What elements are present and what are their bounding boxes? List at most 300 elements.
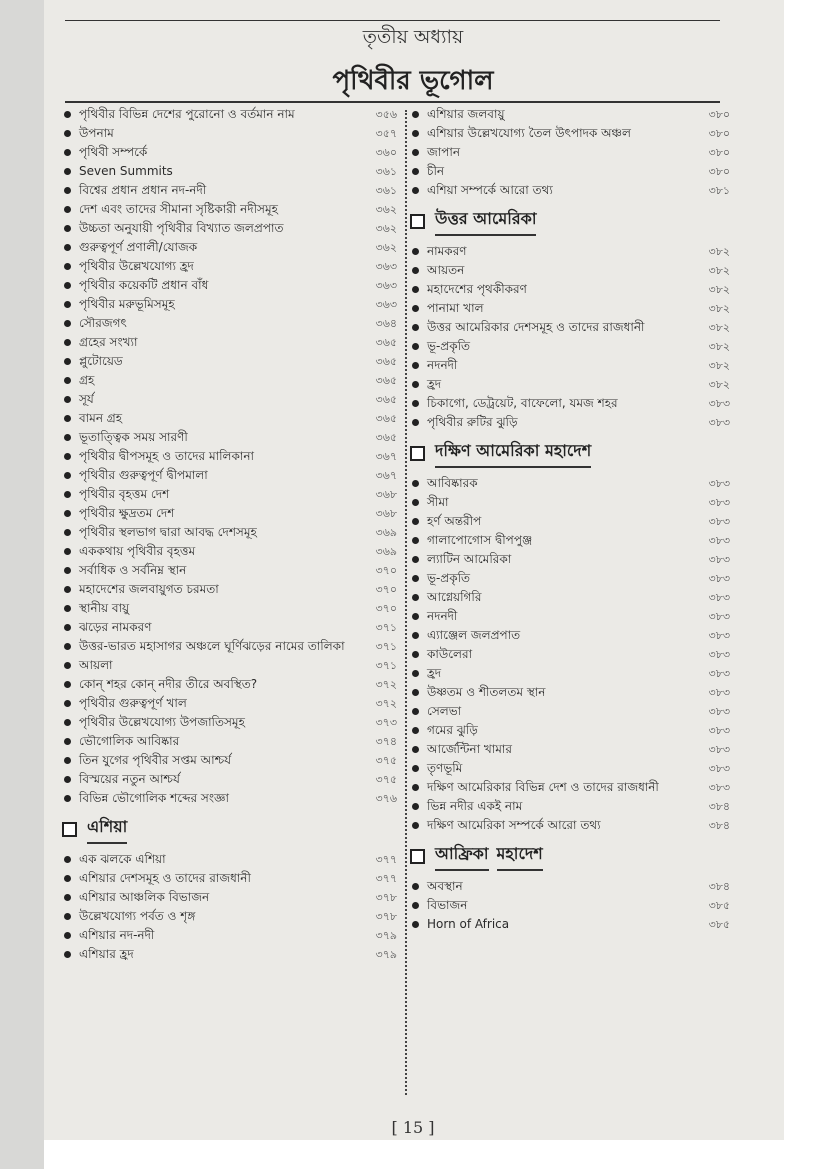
toc-entry bbox=[410, 607, 730, 626]
toc-entry-page: ৩৭৩ bbox=[375, 716, 397, 729]
toc-entry bbox=[62, 869, 397, 888]
toc-entry-title: জাপান bbox=[427, 145, 461, 159]
toc-entry-title: এশিয়া সম্পর্কে আরো তথ্য bbox=[427, 183, 553, 197]
toc-entry bbox=[410, 721, 730, 740]
toc-entry bbox=[62, 352, 397, 371]
toc-entry-title: পৃথিবীর মরুভূমিসমূহ bbox=[79, 297, 175, 311]
toc-entry bbox=[62, 257, 397, 276]
bullet-icon bbox=[412, 305, 419, 312]
toc-entry-page: ৩৭৭ bbox=[375, 872, 397, 885]
toc-entry bbox=[62, 143, 397, 162]
toc-entry-page: ৩৮২ bbox=[708, 302, 730, 315]
toc-entry bbox=[410, 626, 730, 645]
toc-entry-page: ৩৬৪ bbox=[375, 317, 397, 330]
bullet-icon bbox=[64, 510, 71, 517]
bullet-icon bbox=[412, 689, 419, 696]
toc-entry-title: ঝড়ের নামকরণ bbox=[79, 620, 152, 634]
toc-entry-title: ভূ-প্রকৃতি bbox=[427, 339, 471, 353]
toc-entry bbox=[62, 561, 397, 580]
bullet-icon bbox=[64, 187, 71, 194]
bullet-icon bbox=[64, 415, 71, 422]
toc-entry bbox=[62, 580, 397, 599]
toc-entry-page: ৩৬২ bbox=[375, 241, 397, 254]
toc-entry-title: সীমা bbox=[427, 495, 449, 509]
toc-entry-page: ৩৮৩ bbox=[708, 648, 730, 661]
toc-entry-title: সূর্য bbox=[79, 392, 94, 406]
toc-entry-page: ৩৬৮ bbox=[375, 488, 397, 501]
toc-entry bbox=[62, 637, 397, 656]
bullet-icon bbox=[412, 594, 419, 601]
bullet-icon bbox=[64, 491, 71, 498]
toc-entry-title: এক ঝলকে এশিয়া bbox=[79, 852, 166, 866]
bullet-icon bbox=[64, 168, 71, 175]
toc-entry-title: আয়তন bbox=[427, 263, 465, 277]
bullet-icon bbox=[64, 951, 71, 958]
toc-entry-page: ৩৮৫ bbox=[708, 899, 730, 912]
bullet-icon bbox=[64, 111, 71, 118]
bullet-icon bbox=[64, 894, 71, 901]
toc-right-column bbox=[410, 105, 730, 934]
bullet-icon bbox=[64, 339, 71, 346]
bullet-icon bbox=[64, 548, 71, 555]
toc-entry-title: অবস্থান bbox=[427, 879, 463, 893]
toc-entry-page: ৩৬৫ bbox=[375, 431, 397, 444]
toc-entry-title: আর্জেন্টিনা খামার bbox=[427, 742, 512, 756]
toc-entry bbox=[410, 816, 730, 835]
toc-entry bbox=[410, 778, 730, 797]
toc-entry-title: উষ্ণতম ও শীতলতম স্থান bbox=[427, 685, 546, 699]
toc-entry-title: পৃথিবীর ক্ষুদ্রতম দেশ bbox=[79, 506, 175, 520]
bullet-icon bbox=[412, 286, 419, 293]
toc-entry-title: গ্রহ bbox=[79, 373, 95, 387]
toc-entry-title: পৃথিবীর বিভিন্ন দেশের পুরোনো ও বর্তমান নাম bbox=[79, 107, 295, 121]
bullet-icon bbox=[412, 613, 419, 620]
bullet-icon bbox=[412, 765, 419, 772]
checkbox-icon bbox=[410, 214, 425, 229]
bullet-icon bbox=[64, 624, 71, 631]
toc-entry-title: উচ্চতা অনুযায়ী পৃথিবীর বিখ্যাত জলপ্রপাত bbox=[79, 221, 284, 235]
toc-entry-title: উল্লেখযোগ্য পর্বত ও শৃঙ্গ bbox=[79, 909, 196, 923]
bullet-icon bbox=[64, 567, 71, 574]
bullet-icon bbox=[412, 149, 419, 156]
toc-entry-page: ৩৬০ bbox=[375, 146, 397, 159]
toc-entry-title: ল্যাটিন আমেরিকা bbox=[427, 552, 512, 566]
toc-entry bbox=[410, 797, 730, 816]
toc-entry bbox=[410, 759, 730, 778]
toc-entry-title: আগ্নেয়গিরি bbox=[427, 590, 482, 604]
bullet-icon bbox=[412, 575, 419, 582]
toc-entry-title: দেশ এবং তাদের সীমানা সৃষ্টিকারী নদীসমূহ bbox=[79, 202, 278, 216]
bullet-icon bbox=[412, 746, 419, 753]
bullet-icon bbox=[64, 875, 71, 882]
toc-entry-page: ৩৮২ bbox=[708, 359, 730, 372]
chapter-title: পৃথিবীর ভূগোল bbox=[332, 66, 494, 96]
toc-entry bbox=[62, 238, 397, 257]
bullet-icon bbox=[64, 681, 71, 688]
bullet-icon bbox=[64, 605, 71, 612]
toc-entry-page: ৩৮২ bbox=[708, 321, 730, 334]
bullet-icon bbox=[412, 381, 419, 388]
toc-entry-title: নামকরণ bbox=[427, 244, 467, 258]
toc-entry bbox=[410, 143, 730, 162]
toc-entry bbox=[62, 428, 397, 447]
toc-entry-page: ৩৭১ bbox=[375, 659, 397, 672]
toc-entry-page: ৩৬৯ bbox=[375, 545, 397, 558]
toc-entry-title: Seven Summits bbox=[79, 164, 173, 178]
toc-entry bbox=[410, 531, 730, 550]
bullet-icon bbox=[412, 708, 419, 715]
chapter-heading: তৃতীয় অধ্যায় bbox=[362, 26, 464, 48]
toc-entry-page: ৩৭০ bbox=[375, 583, 397, 596]
toc-entry bbox=[62, 542, 397, 561]
toc-entry-title: তৃণভূমি bbox=[427, 761, 463, 775]
toc-entry-title: উত্তর-ভারত মহাসাগর অঞ্চলে ঘূর্ণিঝড়ের নামের তালিকা bbox=[79, 639, 345, 653]
toc-entry bbox=[62, 850, 397, 869]
toc-entry-page: ৩৬৫ bbox=[375, 336, 397, 349]
toc-entry bbox=[62, 523, 397, 542]
toc-entry bbox=[410, 181, 730, 200]
bullet-icon bbox=[64, 738, 71, 745]
section-heading-africa bbox=[410, 841, 730, 871]
toc-entry-page: ৩৬৭ bbox=[375, 450, 397, 463]
toc-entry-page: ৩৭৮ bbox=[375, 910, 397, 923]
toc-entry-page: ৩৮৩ bbox=[708, 705, 730, 718]
toc-entry-page: ৩৮২ bbox=[708, 378, 730, 391]
toc-entry-title: দক্ষিণ আমেরিকার বিভিন্ন দেশ ও তাদের রাজধানী bbox=[427, 780, 659, 794]
toc-entry-title: ভৌগোলিক আবিষ্কার bbox=[79, 734, 180, 748]
toc-entry-title: কোন্ শহর কোন্ নদীর তীরে অবস্থিত? bbox=[79, 677, 258, 691]
toc-entry-title: ভূ-প্রকৃতি bbox=[427, 571, 471, 585]
toc-entry-title: এশিয়ার জলবায়ু bbox=[427, 107, 505, 121]
bullet-icon bbox=[64, 913, 71, 920]
toc-entry-page: ৩৮৪ bbox=[708, 819, 730, 832]
toc-north-america-list bbox=[410, 242, 730, 432]
toc-entry bbox=[410, 702, 730, 721]
toc-entry-page: ৩৮৩ bbox=[708, 572, 730, 585]
toc-entry-page: ৩৭৪ bbox=[375, 735, 397, 748]
toc-entry-title: গুরুত্বপূর্ণ প্রণালী/যোজক bbox=[79, 240, 198, 254]
bullet-icon bbox=[412, 537, 419, 544]
toc-entry-title: প্লুটোয়েড bbox=[79, 354, 123, 368]
toc-entry bbox=[62, 732, 397, 751]
bullet-icon bbox=[64, 263, 71, 270]
toc-entry-page: ৩৭৫ bbox=[375, 754, 397, 767]
toc-entry-title: পৃথিবীর উল্লেখযোগ্য উপজাতিসমূহ bbox=[79, 715, 245, 729]
bullet-icon bbox=[412, 902, 419, 909]
bullet-icon bbox=[64, 757, 71, 764]
bullet-icon bbox=[64, 301, 71, 308]
toc-entry bbox=[410, 242, 730, 261]
toc-entry-title: বিশ্বের প্রধান প্রধান নদ-নদী bbox=[79, 183, 207, 197]
toc-entry bbox=[62, 926, 397, 945]
toc-entry-title: দক্ষিণ আমেরিকা সম্পর্কে আরো তথ্য bbox=[427, 818, 601, 832]
toc-entry-title: পানামা খাল bbox=[427, 301, 484, 315]
toc-entry bbox=[62, 181, 397, 200]
toc-entry bbox=[62, 371, 397, 390]
toc-entry bbox=[62, 333, 397, 352]
bullet-icon bbox=[64, 662, 71, 669]
toc-entry bbox=[62, 447, 397, 466]
toc-entry-title: পৃথিবীর দ্বীপসমূহ ও তাদের মালিকানা bbox=[79, 449, 255, 463]
toc-entry-page: ৩৮৩ bbox=[708, 515, 730, 528]
toc-entry bbox=[62, 907, 397, 926]
bullet-icon bbox=[412, 727, 419, 734]
toc-entry-page: ৩৬২ bbox=[375, 203, 397, 216]
toc-entry-title: পৃথিবী সম্পর্কে bbox=[79, 145, 148, 159]
toc-entry bbox=[410, 124, 730, 143]
bullet-icon bbox=[412, 921, 419, 928]
toc-entry bbox=[62, 694, 397, 713]
toc-entry bbox=[410, 261, 730, 280]
toc-entry bbox=[62, 124, 397, 143]
toc-entry-title: সৌরজগৎ bbox=[79, 316, 127, 330]
toc-asia-list bbox=[62, 850, 397, 964]
toc-entry-title: পৃথিবীর গুরুত্বপূর্ণ দ্বীপমালা bbox=[79, 468, 208, 482]
bullet-icon bbox=[64, 795, 71, 802]
toc-entry bbox=[410, 337, 730, 356]
toc-entry-page: ৩৮৪ bbox=[708, 880, 730, 893]
toc-entry-page: ৩৬৫ bbox=[375, 393, 397, 406]
toc-entry-page: ৩৬৯ bbox=[375, 526, 397, 539]
toc-entry bbox=[62, 675, 397, 694]
bullet-icon bbox=[64, 320, 71, 327]
toc-entry-page: ৩৬২ bbox=[375, 222, 397, 235]
toc-entry-title: পৃথিবীর বৃহত্তম দেশ bbox=[79, 487, 170, 501]
toc-entry-page: ৩৮৩ bbox=[708, 591, 730, 604]
toc-entry bbox=[62, 504, 397, 523]
toc-entry bbox=[410, 569, 730, 588]
toc-entry-title: উপনাম bbox=[79, 126, 114, 140]
bullet-icon bbox=[64, 377, 71, 384]
toc-entry-title: ভিন্ন নদীর একই নাম bbox=[427, 799, 523, 813]
section-label: দক্ষিণ আমেরিকা মহাদেশ bbox=[435, 438, 591, 468]
toc-entry-title: উত্তর আমেরিকার দেশসমূহ ও তাদের রাজধানী bbox=[427, 320, 645, 334]
toc-entry-title: এশিয়ার দেশসমূহ ও তাদের রাজধানী bbox=[79, 871, 251, 885]
toc-entry-page: ৩৭৬ bbox=[375, 792, 397, 805]
toc-entry-title: নদনদী bbox=[427, 609, 458, 623]
toc-entry-page: ৩৫৭ bbox=[375, 127, 397, 140]
bullet-icon bbox=[412, 518, 419, 525]
toc-entry-page: ৩৭০ bbox=[375, 564, 397, 577]
toc-entry-title: আবিষ্কারক bbox=[427, 476, 478, 490]
toc-entry-page: ৩৮৫ bbox=[708, 918, 730, 931]
toc-entry bbox=[410, 550, 730, 569]
bullet-icon bbox=[64, 719, 71, 726]
toc-entry-page: ৩৮৩ bbox=[708, 534, 730, 547]
toc-entry bbox=[410, 318, 730, 337]
toc-entry-title: চীন bbox=[427, 164, 445, 178]
bullet-icon bbox=[64, 856, 71, 863]
bullet-icon bbox=[64, 586, 71, 593]
bullet-icon bbox=[412, 130, 419, 137]
toc-entry-page: ৩৬১ bbox=[375, 184, 397, 197]
toc-entry bbox=[62, 656, 397, 675]
bullet-icon bbox=[64, 358, 71, 365]
toc-entry-title: সর্বাধিক ও সর্বনিম্ন স্থান bbox=[79, 563, 187, 577]
toc-entry-page: ৩৮০ bbox=[708, 165, 730, 178]
bullet-icon bbox=[412, 670, 419, 677]
bullet-icon bbox=[412, 883, 419, 890]
toc-entry bbox=[62, 770, 397, 789]
bullet-icon bbox=[412, 187, 419, 194]
bullet-icon bbox=[64, 453, 71, 460]
toc-entry-page: ৩৮০ bbox=[708, 108, 730, 121]
toc-entry-title: আয়লা bbox=[79, 658, 113, 672]
toc-entry bbox=[62, 390, 397, 409]
bullet-icon bbox=[64, 149, 71, 156]
toc-entry bbox=[62, 888, 397, 907]
section-heading-north-america bbox=[410, 206, 730, 236]
toc-entry bbox=[62, 599, 397, 618]
toc-entry-title: বামন গ্রহ bbox=[79, 411, 123, 425]
toc-entry bbox=[62, 618, 397, 637]
toc-entry-page: ৩৬৩ bbox=[375, 260, 397, 273]
checkbox-icon bbox=[410, 849, 425, 864]
toc-entry-title: গমের ঝুড়ি bbox=[427, 723, 478, 737]
toc-entry-title: নদনদী bbox=[427, 358, 458, 372]
toc-entry-title: তিন যুগের পৃথিবীর সপ্তম আশ্চর্য bbox=[79, 753, 232, 767]
bullet-icon bbox=[412, 480, 419, 487]
toc-entry-page: ৩৫৬ bbox=[375, 108, 397, 121]
toc-entry-page: ৩৮৩ bbox=[708, 629, 730, 642]
toc-entry-title: হর্ণ অন্তরীপ bbox=[427, 514, 482, 528]
toc-entry-page: ৩৮২ bbox=[708, 340, 730, 353]
toc-entry bbox=[62, 466, 397, 485]
toc-entry-title: হ্রদ bbox=[427, 377, 441, 391]
toc-entry-page: ৩৬৩ bbox=[375, 298, 397, 311]
bullet-icon bbox=[412, 168, 419, 175]
toc-entry-title: পৃথিবীর কয়েকটি প্রধান বাঁধ bbox=[79, 278, 209, 292]
toc-entry-page: ৩৭৮ bbox=[375, 891, 397, 904]
toc-entry-page: ৩৮৩ bbox=[708, 781, 730, 794]
bullet-icon bbox=[412, 267, 419, 274]
toc-entry bbox=[410, 413, 730, 432]
toc-entry-title: পৃথিবীর উল্লেখযোগ্য হ্রদ bbox=[79, 259, 194, 273]
toc-entry-title: চিকাগো, ডেট্রয়েট, বাফেলো, যমজ শহর bbox=[427, 396, 618, 410]
toc-entry-title: পৃথিবীর রুটির ঝুড়ি bbox=[427, 415, 518, 429]
toc-entry-page: ৩৬৭ bbox=[375, 469, 397, 482]
toc-entry-title: এককথায় পৃথিবীর বৃহত্তম bbox=[79, 544, 196, 558]
toc-entry bbox=[410, 512, 730, 531]
toc-entry-title: ভূতাত্ত্বিক সময় সারণী bbox=[79, 430, 188, 444]
toc-entry-page: ৩৮৩ bbox=[708, 416, 730, 429]
toc-entry-title: Horn of Africa bbox=[427, 917, 510, 931]
toc-entry-page: ৩৭০ bbox=[375, 602, 397, 615]
toc-entry bbox=[410, 493, 730, 512]
toc-entry bbox=[62, 276, 397, 295]
toc-entry-page: ৩৮৪ bbox=[708, 800, 730, 813]
bullet-icon bbox=[412, 651, 419, 658]
toc-entry-page: ৩৬৫ bbox=[375, 412, 397, 425]
toc-entry-page: ৩৬১ bbox=[375, 165, 397, 178]
toc-entry-page: ৩৭১ bbox=[375, 621, 397, 634]
toc-entry-title: গ্রহের সংখ্যা bbox=[79, 335, 138, 349]
toc-entry-title: বিস্ময়ের নতুন আশ্চর্য bbox=[79, 772, 180, 786]
toc-asia-continued-list bbox=[410, 105, 730, 200]
bullet-icon bbox=[412, 822, 419, 829]
header-bottom-rule bbox=[65, 101, 720, 103]
bullet-icon bbox=[412, 324, 419, 331]
toc-entry-page: ৩৮৩ bbox=[708, 496, 730, 509]
toc-entry bbox=[62, 789, 397, 808]
bullet-icon bbox=[412, 419, 419, 426]
toc-entry-title: গালাপোগোস দ্বীপপুঞ্জ bbox=[427, 533, 533, 547]
toc-entry-page: ৩৭৭ bbox=[375, 853, 397, 866]
toc-entry bbox=[410, 664, 730, 683]
toc-entry-title: এশিয়ার নদ-নদী bbox=[79, 928, 155, 942]
toc-entry bbox=[410, 915, 730, 934]
column-divider bbox=[405, 110, 407, 1095]
toc-entry-page: ৩৮৩ bbox=[708, 477, 730, 490]
toc-entry-page: ৩৮২ bbox=[708, 245, 730, 258]
toc-entry-page: ৩৬৫ bbox=[375, 355, 397, 368]
bullet-icon bbox=[64, 529, 71, 536]
bullet-icon bbox=[412, 400, 419, 407]
toc-entry bbox=[410, 162, 730, 181]
toc-general-list bbox=[62, 105, 397, 808]
toc-entry-page: ৩৮২ bbox=[708, 283, 730, 296]
toc-entry bbox=[410, 588, 730, 607]
checkbox-icon bbox=[62, 822, 77, 837]
toc-entry-title: সেলভা bbox=[427, 704, 462, 718]
toc-entry-title: পৃথিবীর গুরুত্বপূর্ণ খাল bbox=[79, 696, 187, 710]
toc-entry-title: মহাদেশের জলবায়ুগত চরমতা bbox=[79, 582, 219, 596]
bullet-icon bbox=[64, 434, 71, 441]
toc-entry-page: ৩৮৩ bbox=[708, 743, 730, 756]
toc-entry-page: ৩৭৯ bbox=[375, 929, 397, 942]
toc-entry-page: ৩৭১ bbox=[375, 640, 397, 653]
toc-entry-page: ৩৮৩ bbox=[708, 553, 730, 566]
bullet-icon bbox=[64, 282, 71, 289]
bullet-icon bbox=[64, 130, 71, 137]
bullet-icon bbox=[64, 472, 71, 479]
toc-entry bbox=[410, 474, 730, 493]
toc-entry bbox=[62, 200, 397, 219]
toc-entry-page: ৩৭২ bbox=[375, 678, 397, 691]
toc-entry bbox=[62, 409, 397, 428]
toc-entry-title: কাউলেরা bbox=[427, 647, 473, 661]
toc-entry bbox=[410, 394, 730, 413]
bullet-icon bbox=[64, 244, 71, 251]
bullet-icon bbox=[412, 556, 419, 563]
toc-entry bbox=[410, 896, 730, 915]
bullet-icon bbox=[64, 396, 71, 403]
toc-entry bbox=[62, 751, 397, 770]
toc-entry-title: বিভিন্ন ভৌগোলিক শব্দের সংজ্ঞা bbox=[79, 791, 229, 805]
bullet-icon bbox=[64, 700, 71, 707]
toc-entry bbox=[410, 683, 730, 702]
toc-entry-page: ৩৭২ bbox=[375, 697, 397, 710]
bullet-icon bbox=[412, 803, 419, 810]
toc-entry bbox=[62, 485, 397, 504]
checkbox-icon bbox=[410, 446, 425, 461]
toc-entry bbox=[410, 740, 730, 759]
toc-entry bbox=[62, 295, 397, 314]
toc-entry-page: ৩৮০ bbox=[708, 146, 730, 159]
toc-entry-page: ৩৭৯ bbox=[375, 948, 397, 961]
toc-entry-title: স্থানীয় বায়ু bbox=[79, 601, 130, 615]
toc-entry-title: এশিয়ার হ্রদ bbox=[79, 947, 134, 961]
toc-entry-title: হ্রদ bbox=[427, 666, 441, 680]
bullet-icon bbox=[64, 776, 71, 783]
toc-entry bbox=[410, 105, 730, 124]
bullet-icon bbox=[412, 248, 419, 255]
toc-entry-page: ৩৮৩ bbox=[708, 724, 730, 737]
bullet-icon bbox=[64, 206, 71, 213]
bullet-icon bbox=[412, 499, 419, 506]
bullet-icon bbox=[64, 932, 71, 939]
toc-entry-page: ৩৮৩ bbox=[708, 762, 730, 775]
